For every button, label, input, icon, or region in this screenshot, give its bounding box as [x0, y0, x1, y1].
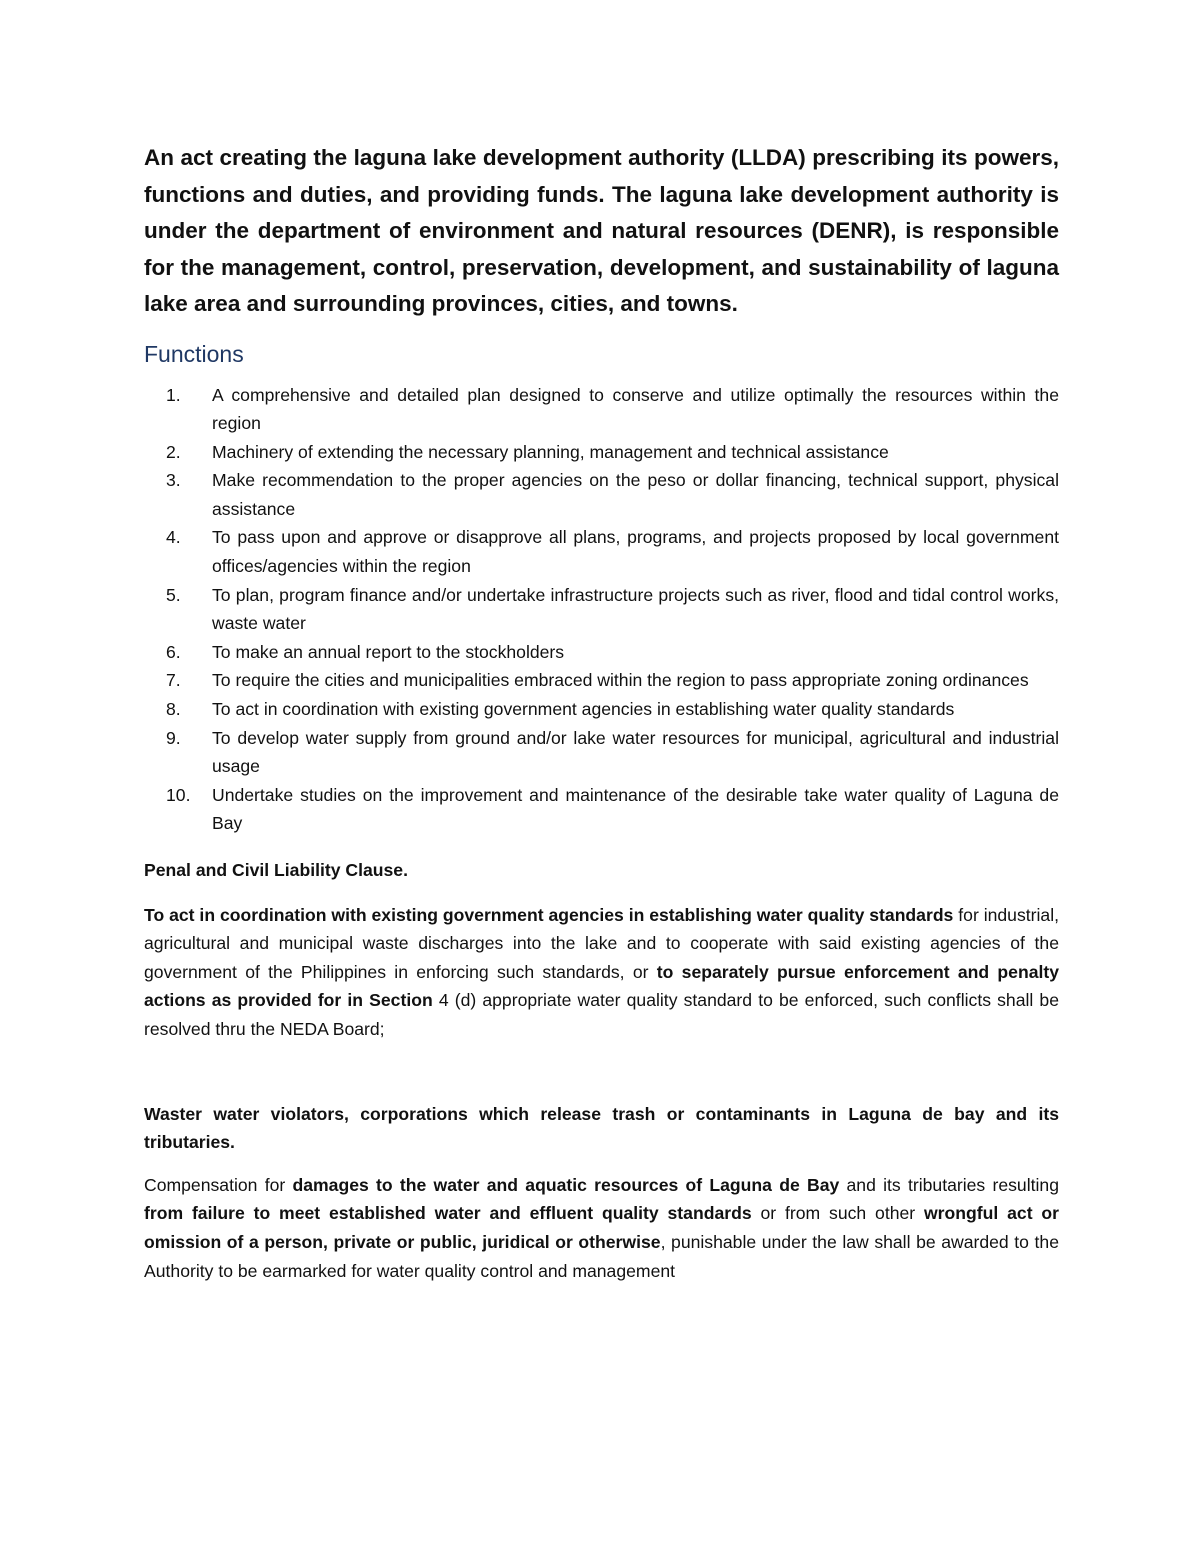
list-number: 8.: [166, 699, 181, 720]
violators-title: Waster water violators, corporations which release trash or contaminants in Laguna de bay and its tributaries.: [144, 1103, 1059, 1153]
document-page: [144, 140, 1059, 1285]
list-item-text: Undertake studies on the improvement and maintenance of the desirable take water quality of Laguna de Bay: [212, 784, 1059, 834]
list-number: 1.: [166, 384, 181, 405]
functions-heading: Functions: [144, 340, 244, 367]
list-item: [144, 381, 1059, 438]
list-item-text: To act in coordination with existing government agencies in establishing water quality standards: [212, 699, 955, 720]
list-number: 5.: [166, 584, 181, 605]
comp-text-2: and its tributaries resulting: [839, 1174, 1059, 1195]
penal-text-1: for industrial, agricultural and municipal waste discharges into the lake and to cooperate with said existing agencies of the government of the Philippines in enforcing such standards, or: [144, 904, 1060, 982]
penal-clause-title: Penal and Civil Liability Clause.: [144, 860, 408, 880]
list-item: [144, 781, 1059, 838]
list-item: [144, 523, 1059, 580]
comp-bold-1: damages to the water and aquatic resources of Laguna de Bay: [292, 1174, 840, 1195]
comp-text-1: Compensation for: [144, 1174, 293, 1195]
penal-clause-paragraph: [144, 901, 1059, 1044]
list-item-text: A comprehensive and detailed plan designed to conserve and utilize optimally the resources within the region: [212, 384, 1059, 434]
list-item: [144, 581, 1059, 638]
list-item-text: To develop water supply from ground and/or lake water resources for municipal, agricultural and industrial usage: [212, 727, 1059, 777]
list-number: 10.: [166, 784, 191, 805]
list-item: [144, 695, 1059, 724]
comp-text-3: or from such other: [751, 1203, 924, 1224]
list-item-text: To plan, program finance and/or undertake infrastructure projects such as river, flood and tidal control works, waste water: [212, 584, 1059, 634]
intro-paragraph: An act creating the laguna lake development authority (LLDA) prescribing its powers, functions and duties, and providing funds. The laguna lake development authority is under the department of environment and natural resources (DENR), is responsible for the management, control, preservation, development, and sustainability of laguna lake area and surrounding provinces, cities, and towns.: [144, 145, 1059, 316]
list-item-text: To pass upon and approve or disapprove all plans, programs, and projects proposed by local government offices/agencies within the region: [212, 527, 1059, 577]
list-number: 3.: [166, 470, 181, 491]
comp-bold-2: from failure to meet established water and effluent quality standards: [144, 1203, 752, 1224]
list-number: 9.: [166, 727, 181, 748]
list-item-text: To make an annual report to the stockholders: [212, 641, 565, 662]
list-item: [144, 638, 1059, 667]
penal-bold-1: To act in coordination with existing government agencies in establishing water quality standards: [144, 904, 954, 925]
compensation-paragraph: [144, 1171, 1059, 1285]
list-item: [144, 666, 1059, 695]
list-number: 6.: [166, 641, 181, 662]
list-item-text: Machinery of extending the necessary planning, management and technical assistance: [212, 441, 889, 462]
list-number: 4.: [166, 527, 181, 548]
comp-text-4: , punishable under the law shall be awarded to the Authority to be earmarked for water quality control and management: [144, 1231, 1060, 1281]
list-item: [144, 466, 1059, 523]
penal-text-2: 4 (d) appropriate water quality standard to be enforced, such conflicts shall be resolved thru the NEDA Board;: [144, 990, 1059, 1039]
list-item: [144, 724, 1059, 781]
functions-list: [144, 381, 1059, 839]
list-number: 2.: [166, 441, 181, 462]
list-item: [144, 438, 1059, 467]
list-item-text: To require the cities and municipalities embraced within the region to pass appropriate zoning ordinances: [212, 670, 1029, 691]
list-number: 7.: [166, 670, 181, 691]
list-item-text: Make recommendation to the proper agencies on the peso or dollar financing, technical support, physical assistance: [212, 470, 1059, 519]
comp-bold-3: wrongful act or omission of a person, private or public, juridical or otherwise: [144, 1203, 1059, 1252]
penal-bold-2: to separately pursue enforcement and penalty actions as provided for in Section: [144, 961, 1060, 1011]
